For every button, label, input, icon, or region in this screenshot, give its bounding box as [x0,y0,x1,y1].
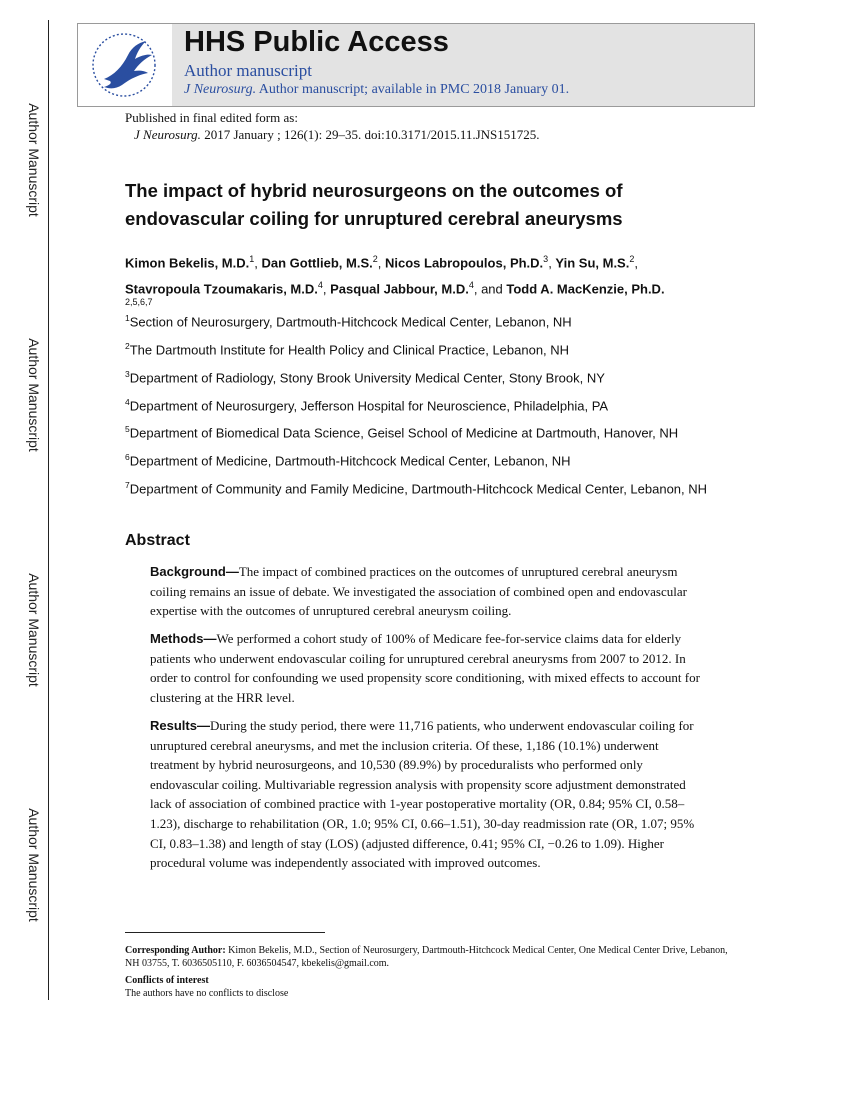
hhs-header [77,23,755,107]
citation-line: J Neurosurg. 2017 January ; 126(1): 29–35. doi:10.3171/2015.11.JNS151725. [134,127,540,142]
side-label: Author Manuscript [26,338,43,452]
abstract-background: Background—The impact of combined practices on the outcomes of unruptured cerebral aneurysm coiling remains an issue of debate. We investigated the association of combined open and endovascular expertise with the outcomes of unruptured cerebral aneurysm coiling. [150,564,687,619]
margin-rule [48,20,49,1000]
manuscript-label: Author manuscript [184,61,312,80]
conflicts-text: The authors have no conflicts to disclose [125,988,289,999]
corresponding-author: Corresponding Author: Kimon Bekelis, M.D., Section of Neurosurgery, Dartmouth-Hitchcock Medical Center, One Medical Center Drive, Lebanon, NH 03755, T. 6036505110, F. 6036504547, kbekelis@gmail.com. [125,945,728,969]
hhs-eagle-logo-icon [82,27,166,103]
affiliation: $^4$Department of Neurosurgery, Jefferson Hospital for Neuroscience, Philadelphia, PA [125,397,609,414]
abstract-results: Results—During the study period, there were 11,716 patients, who underwent endovascular coiling for unruptured cerebral aneurysms, and met the inclusion criteria. Of these, 1,186 (10.1%) underwent treatment by hybrid neurosurgeons, and 10,530 (89.9%) by proceduralists who performed only endovascular coiling. Multivariable regression analysis with propensity score adjustment demonstrated lack of association of combined practice with 1-year postoperative mortality (OR, 0.84; 95% CI, 0.58–1.23), discharge to rehabilitation (OR, 1.0; 95% CI, 0.66–1.51), 30-day readmission rate (OR, 1.07; 95% CI, 0.83–1.38) and length of stay (LOS) (adjusted difference, 0.41; 95% CI, −0.26 to 1.09). Higher procedural volume was independently associated with improved outcomes. [150,718,695,871]
author-affil-tail: 2,5,6,7 [125,296,153,307]
abstract-heading: Abstract [125,532,190,549]
author-list: Kimon Bekelis, M.D.$^1$, Dan Gottlieb, M.S.$^2$, Nicos Labropoulos, Ph.D.$^3$, Yin Su, M.S.$^2$, Stavropoula Tzoumakaris, M.D.$^4$, Pasqual Jabbour, M.D.$^4$, and Todd A. MacKenzie, Ph.D. 2,5,6,7 [125,248,745,307]
affiliation: $^1$Section of Neurosurgery, Dartmouth-Hitchcock Medical Center, Lebanon, NH [125,313,572,330]
article-title: The impact of hybrid neurosurgeons on the outcomes of endovascular coiling for unruptured cerebral aneurysms [125,180,623,229]
side-label: Author Manuscript [26,103,43,217]
side-label: Author Manuscript [26,573,43,687]
hhs-title: HHS Public Access [184,26,449,58]
affiliation: $^2$The Dartmouth Institute for Health Policy and Clinical Practice, Lebanon, NH [125,341,570,358]
affiliation: $^3$Department of Radiology, Stony Brook University Medical Center, Stony Brook, NY [125,369,605,386]
conflicts-heading: Conflicts of interest [125,975,209,986]
affiliation: $^7$Department of Community and Family Medicine, Dartmouth-Hitchcock Medical Center, Lebanon, NH [125,480,708,497]
published-label: Published in final edited form as: [125,110,298,125]
abstract-methods: Methods—We performed a cohort study of 100% of Medicare fee-for-service claims data for elderly patients who underwent endovascular coiling for unruptured cerebral aneurysms from 2007 to 2012. In order to control for confounding we used propensity score conditioning, with mixed effects to account for clustering at the HRR level. [150,631,700,705]
affiliation: $^5$Department of Biomedical Data Science, Geisel School of Medicine at Dartmouth, Hanover, NH [125,424,679,441]
side-label: Author Manuscript [26,808,43,922]
availability-line: J Neurosurg. Author manuscript; available in PMC 2018 January 01. [184,82,570,97]
affiliation: $^6$Department of Medicine, Dartmouth-Hitchcock Medical Center, Lebanon, NH [125,452,571,469]
footnote-rule [125,932,325,933]
